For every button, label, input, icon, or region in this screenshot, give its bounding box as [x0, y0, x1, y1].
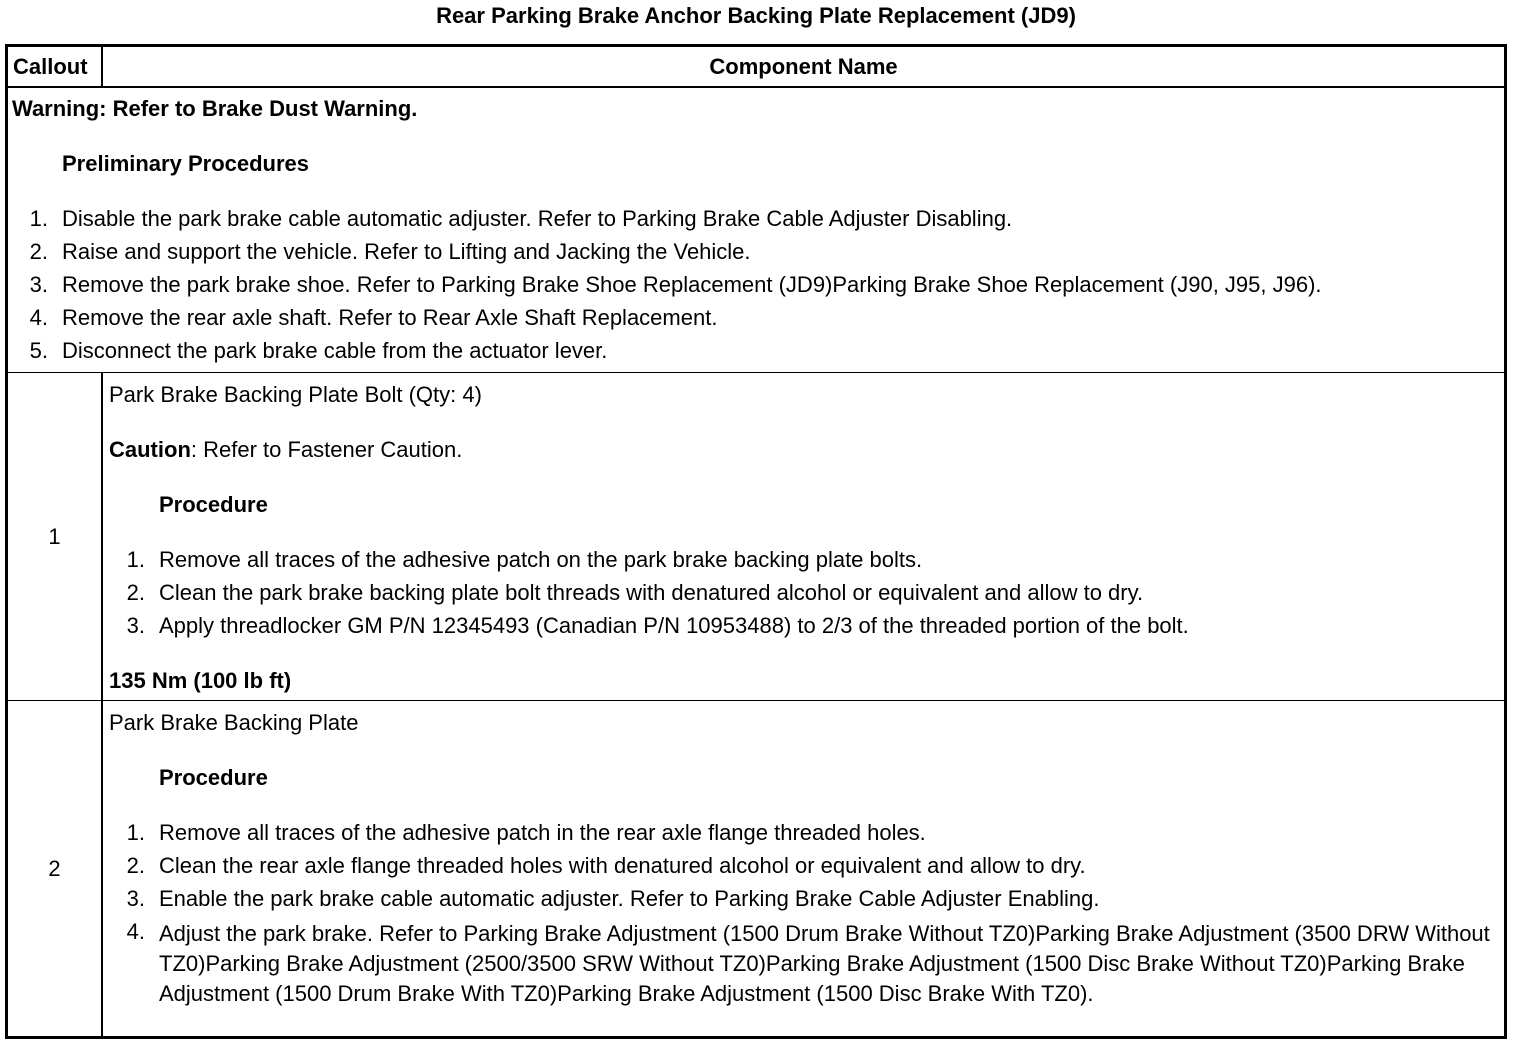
preliminary-step-4: Remove the rear axle shaft. Refer to Rear Axle Shaft Replacement. [62, 305, 718, 330]
table-header-row [8, 47, 1504, 88]
callout-number: 2 [8, 701, 103, 1036]
step-number: 1. [126, 547, 145, 572]
step-number: 3. [126, 613, 145, 638]
component-details [103, 701, 1504, 1036]
procedure-heading: Procedure [159, 765, 268, 790]
procedure-step-1: Remove all traces of the adhesive patch in the rear axle flange threaded holes. [159, 820, 926, 845]
step-number: 4. [29, 305, 48, 330]
procedure-step-2: Clean the rear axle flange threaded holes with denatured alcohol or equivalent and allow to dry. [159, 853, 1086, 878]
caution-text: : Refer to Fastener Caution. [190, 437, 463, 462]
step-number: 5. [29, 338, 48, 363]
preliminary-procedures-heading: Preliminary Procedures [62, 151, 310, 176]
preliminary-step-5: Disconnect the park brake cable from the actuator lever. [62, 338, 608, 363]
callout-number: 1 [8, 373, 103, 700]
step-number: 3. [126, 886, 145, 911]
step-number: 2. [29, 239, 48, 264]
caution-label: Caution [109, 437, 191, 462]
table-row [8, 373, 1504, 701]
fastener-caution [109, 437, 462, 463]
procedure-heading: Procedure [159, 492, 268, 517]
brake-dust-warning: Warning: Refer to Brake Dust Warning. [12, 96, 418, 121]
procedure-table [5, 44, 1507, 1039]
page-title: Rear Parking Brake Anchor Backing Plate Replacement (JD9) [436, 3, 1076, 28]
component-details [103, 373, 1504, 700]
procedure-step-3: Apply threadlocker GM P/N 12345493 (Canadian P/N 10953488) to 2/3 of the threaded portion of the bolt. [159, 613, 1189, 638]
procedure-step-2: Clean the park brake backing plate bolt threads with denatured alcohol or equivalent and allow to dry. [159, 580, 1144, 605]
table-row [8, 701, 1504, 1036]
step-number: 2. [126, 853, 145, 878]
component-name: Park Brake Backing Plate Bolt (Qty: 4) [109, 382, 482, 407]
procedure-step-1: Remove all traces of the adhesive patch on the park brake backing plate bolts. [159, 547, 923, 572]
step-number: 1. [29, 206, 48, 231]
component-name-column-header: Component Name [709, 53, 898, 79]
procedure-step-4: Adjust the park brake. Refer to Parking Brake Adjustment (1500 Drum Brake Without TZ0)Parking Brake Adjustment (3500 DRW Without TZ0)Parking Brake Adjustment (2500/3500 SRW Without TZ0)Parking Brake Adjustment (1500 Disc Brake Without TZ0)Parking Brake Adjustment (1500 Drum Brake With TZ0)Parking Brake Adjustment (1500 Disc Brake With TZ0). [159, 921, 1490, 1006]
step-number: 2. [126, 580, 145, 605]
preliminary-procedures-row [8, 88, 1504, 373]
step-number: 4. [126, 919, 145, 944]
callout-column-header: Callout [8, 47, 103, 86]
procedure-step-3: Enable the park brake cable automatic adjuster. Refer to Parking Brake Cable Adjuster Enabling. [159, 886, 1100, 911]
component-name: Park Brake Backing Plate [109, 710, 359, 735]
preliminary-step-2: Raise and support the vehicle. Refer to Lifting and Jacking the Vehicle. [62, 239, 751, 264]
preliminary-step-3: Remove the park brake shoe. Refer to Parking Brake Shoe Replacement (JD9)Parking Brake Shoe Replacement (J90, J95, J96). [62, 272, 1322, 297]
step-number: 3. [29, 272, 48, 297]
preliminary-step-1: Disable the park brake cable automatic adjuster. Refer to Parking Brake Cable Adjuster Disabling. [62, 206, 1013, 231]
step-number: 1. [126, 820, 145, 845]
torque-spec: 135 Nm (100 lb ft) [109, 668, 292, 693]
